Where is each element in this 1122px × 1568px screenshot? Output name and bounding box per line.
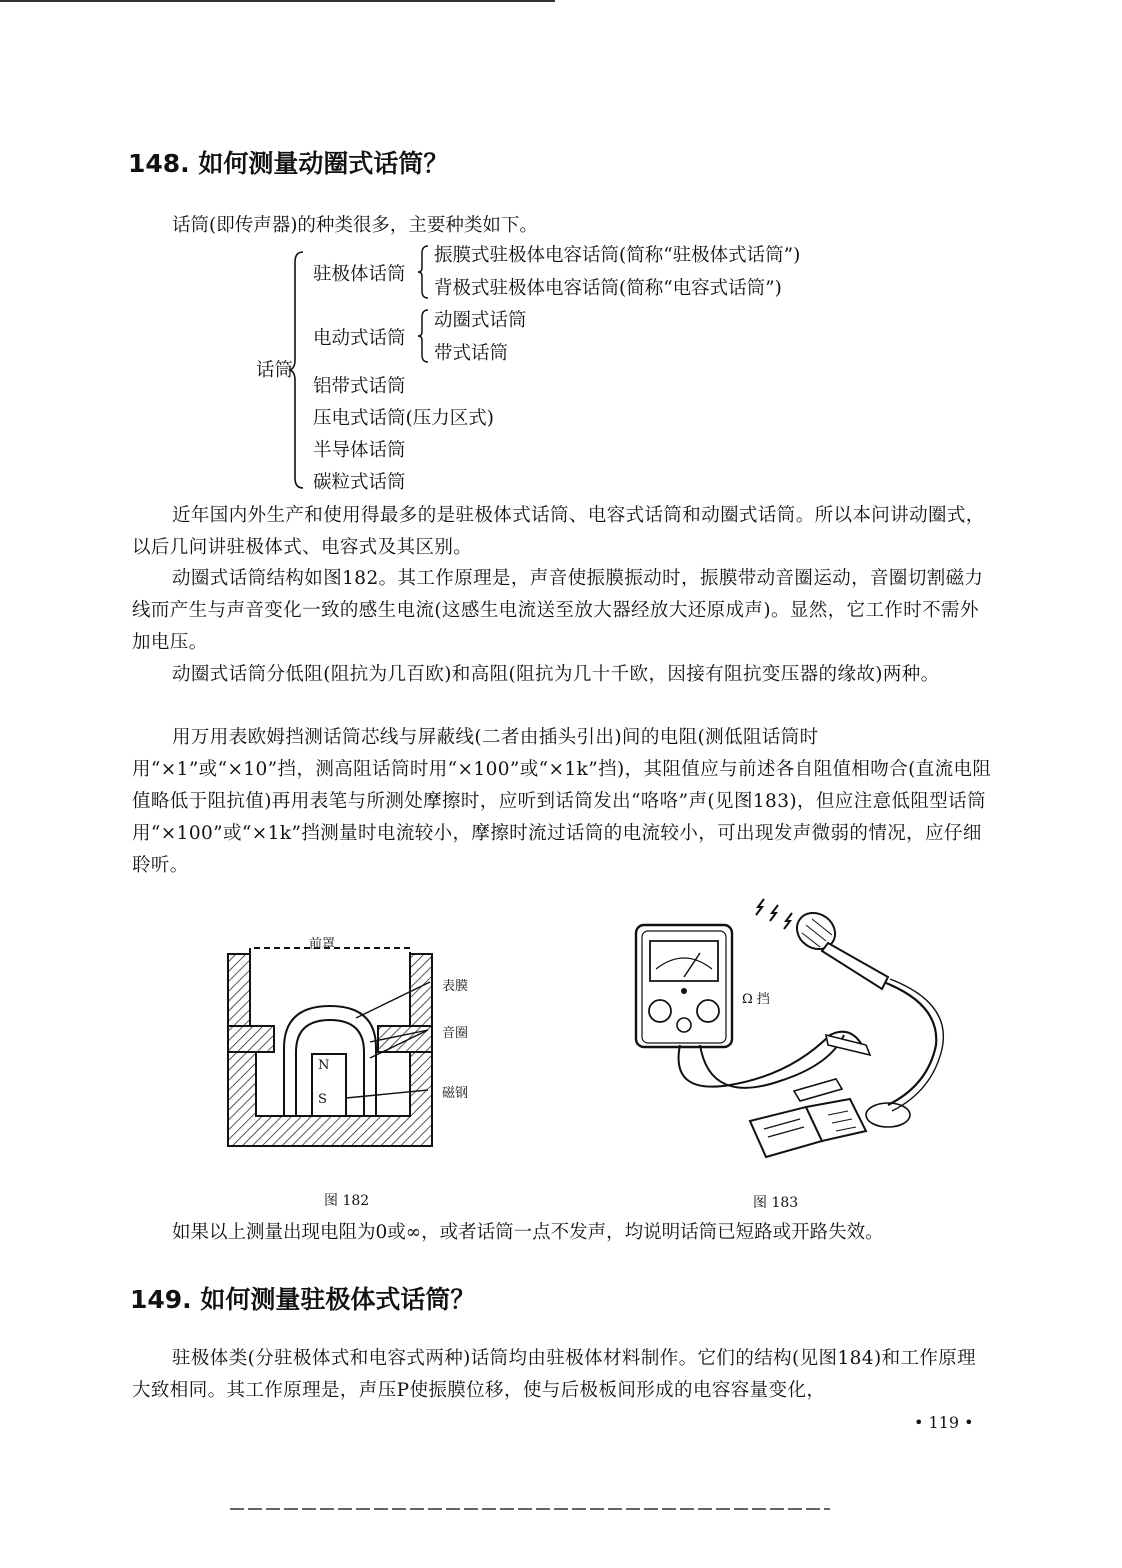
fig182-label-front-cover: 前罩 bbox=[309, 937, 336, 952]
paragraph-1: 近年国内外生产和使用得最多的是驻极体式话筒、电容式话筒和动圈式话筒。所以本问讲动圈式，以后几问讲驻极体式、电容式及其区别。 bbox=[132, 505, 985, 558]
paragraph-2: 动圈式话筒结构如图182。其工作原理是，声音使振膜振动时，振膜带动音圈运动，音圈切割磁力线而产生与声音变化一致的感生电流(这感生电流送至放大器经放大还原成声)。显然，它工作时不需外加电压。 bbox=[132, 568, 984, 653]
figure-182-caption: 图 182 bbox=[324, 1193, 370, 1209]
conclusion-line: 如果以上测量出现电阻为0或∞，或者话筒一点不发声，均说明话筒已短路或开路失效。 bbox=[172, 1222, 884, 1243]
paragraph-3: 动圈式话筒分低阻(阻抗为几百欧)和高阻(阻抗为几十千欧，因接有阻抗变压器的缘故)两种。 bbox=[172, 664, 940, 685]
section-149-heading: 149. 如何测量驻极体式话筒？ bbox=[130, 1285, 476, 1314]
tree-other-1: 铝带式话筒 bbox=[313, 376, 406, 397]
tree-group1-label: 驻极体话筒 bbox=[313, 264, 406, 285]
tree-group1-item-2: 背极式驻极体电容话筒(简称“电容式话筒”) bbox=[434, 278, 782, 299]
tree-group2-label: 电动式话筒 bbox=[313, 328, 406, 349]
section-148-heading: 148. 如何测量动圈式话筒？ bbox=[128, 149, 449, 178]
tree-main-brace bbox=[290, 250, 306, 490]
page-number: • 119 • bbox=[914, 1413, 974, 1432]
tree-root: 话筒 bbox=[256, 360, 294, 381]
fig183-label-ohm: Ω 挡 bbox=[742, 992, 770, 1007]
tree-other-3: 半导体话筒 bbox=[313, 440, 406, 461]
figure-183-caption: 图 183 bbox=[753, 1195, 799, 1211]
tree-group2-item-1: 动圈式话筒 bbox=[434, 310, 527, 331]
fig182-label-n: N bbox=[318, 1058, 330, 1073]
paragraph-149-1: 驻极体类(分驻极体式和电容式两种)话筒均由驻极体材料制作。它们的结构(见图184)和工作原理大致相同。其工作原理是，声压P使振膜位移，使与后极板间形成的电容容量变化， bbox=[132, 1348, 977, 1401]
tree-group2-item-2: 带式话筒 bbox=[434, 343, 509, 364]
tree-group2-brace bbox=[418, 308, 430, 364]
fig182-label-coil: 音圈 bbox=[442, 1026, 469, 1041]
tree-group1-item-1: 振膜式驻极体电容话筒(简称“驻极体式话筒”) bbox=[434, 245, 801, 266]
fig182-label-s: S bbox=[318, 1092, 327, 1107]
fig182-label-diaphragm: 表膜 bbox=[442, 979, 469, 994]
tree-other-4: 碳粒式话筒 bbox=[313, 472, 406, 493]
fig182-label-magnet: 磁钢 bbox=[442, 1086, 469, 1101]
tree-group1-brace bbox=[418, 244, 430, 300]
tree-other-2: 压电式话筒(压力区式) bbox=[313, 408, 494, 429]
intro-line: 话筒(即传声器)的种类很多，主要种类如下。 bbox=[172, 215, 538, 236]
bottom-scan-rule bbox=[230, 1508, 830, 1510]
top-rule bbox=[0, 0, 555, 2]
paragraph-4: 用万用表欧姆挡测话筒芯线与屏蔽线(二者由插头引出)间的电阻(测低阻话筒时用“×1”或“×10”挡，测高阻话筒时用“×100”或“×1k”挡)，其阻值应与前述各自阻值相吻合(直流电阻值略低于阻抗值)再用表笔与所测处摩擦时，应听到话筒发出“咯咯”声(见图183)，但应注意低阻型话筒用“×100”或“×1k”挡测量时电流较小，摩擦时流过话筒的电流较小，可出现发声微弱的情况，应仔细聆听。 bbox=[132, 727, 992, 876]
figure-183-drawing bbox=[630, 885, 960, 1175]
